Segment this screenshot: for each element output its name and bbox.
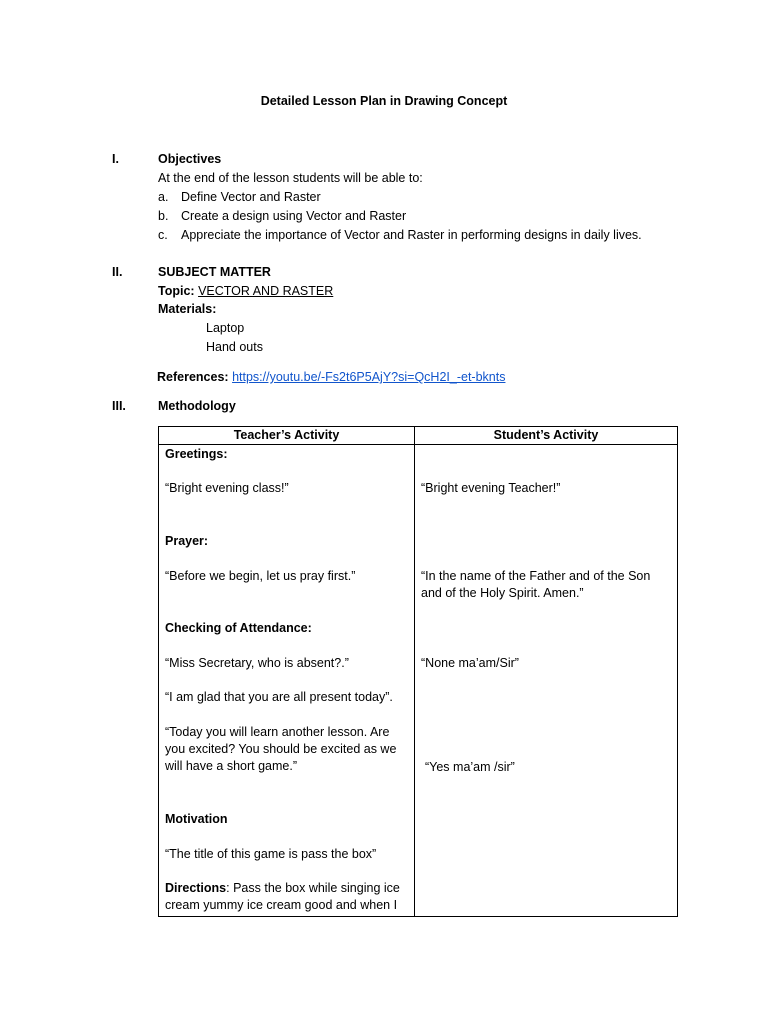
directions-paragraph [165, 880, 405, 914]
methodology-heading: Methodology [158, 399, 236, 413]
references-label: References: [157, 370, 229, 384]
directions-label: Directions [165, 881, 227, 895]
teacher-absent-question: “Miss Secretary, who is absent?.” [165, 656, 349, 670]
table-header-row [159, 427, 678, 445]
document-title: Detailed Lesson Plan in Drawing Concept [260, 94, 508, 108]
objective-letter: c. [158, 228, 168, 242]
objectives-heading: Objectives [158, 152, 222, 166]
materials-label: Materials: [158, 302, 217, 316]
section-number-subject-matter: II. [112, 265, 123, 279]
topic-line [158, 284, 333, 298]
material-item: Hand outs [206, 340, 263, 354]
section-number-objectives: I. [112, 152, 119, 166]
student-greeting-reply: “Bright evening Teacher!” [421, 481, 561, 495]
teacher-greeting: “Bright evening class!” [165, 481, 289, 495]
references-link[interactable]: https://youtu.be/-Fs2t6P5AjY?si=QcH2I_-et-bknts [232, 370, 506, 384]
references-line [157, 370, 505, 384]
student-prayer-reply: “In the name of the Father and of the Son and of the Holy Spirit. Amen.” [421, 569, 651, 600]
objective-letter: b. [158, 209, 169, 223]
teacher-game-title: “The title of this game is pass the box” [165, 847, 377, 861]
teacher-activity-header: Teacher’s Activity [159, 427, 415, 445]
material-item: Laptop [206, 321, 245, 335]
objective-item: Define Vector and Raster [181, 190, 321, 204]
objective-item: Create a design using Vector and Raster [181, 209, 407, 223]
prayer-label: Prayer: [165, 534, 209, 548]
subject-matter-heading: SUBJECT MATTER [158, 265, 271, 279]
student-activity-cell [415, 445, 678, 917]
directions-text: : Pass the box while singing ice cream yummy ice cream good and when I [165, 881, 400, 912]
student-activity-header: Student’s Activity [415, 427, 678, 445]
section-number-methodology: III. [112, 399, 126, 413]
topic-label: Topic: [158, 284, 195, 298]
objective-item: Appreciate the importance of Vector and Raster in performing designs in daily lives. [181, 228, 642, 242]
objectives-intro: At the end of the lesson students will be able to: [158, 171, 423, 185]
teacher-activity-cell [159, 445, 415, 917]
student-absent-reply: “None ma’am/Sir” [421, 656, 519, 670]
teacher-lesson-intro: “Today you will learn another lesson. Are you excited? You should be excited as we will have a short game.” [165, 725, 397, 773]
attendance-label: Checking of Attendance: [165, 621, 312, 635]
student-excited-reply: “Yes ma’am /sir” [425, 760, 515, 774]
objective-letter: a. [158, 190, 169, 204]
greetings-label: Greetings: [165, 447, 228, 461]
teacher-prayer: “Before we begin, let us pray first.” [165, 569, 356, 583]
motivation-label: Motivation [165, 812, 228, 826]
methodology-table [158, 426, 678, 917]
topic-value: VECTOR AND RASTER [198, 284, 334, 298]
table-row [159, 445, 678, 917]
teacher-present-remark: “I am glad that you are all present today”. [165, 690, 393, 704]
